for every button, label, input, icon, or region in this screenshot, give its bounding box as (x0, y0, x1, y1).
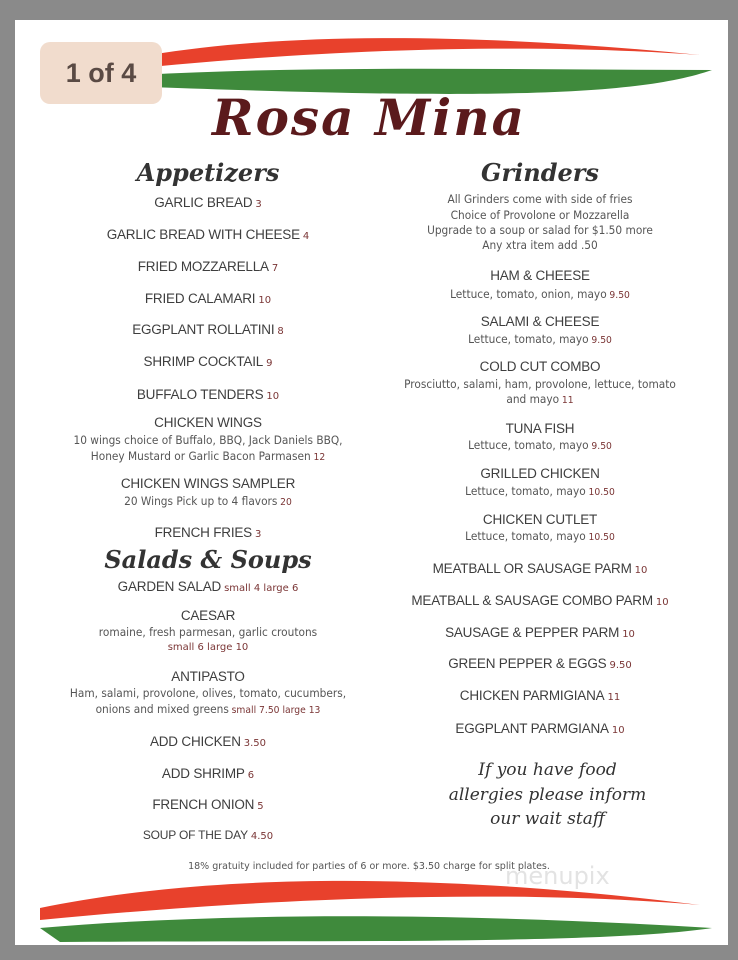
item-price: 10 (655, 597, 669, 608)
item-price: 10 (266, 391, 280, 402)
item-description (42, 449, 373, 463)
item-name: COLD CUT COMBO (479, 359, 601, 374)
item-description-text: Lettuce, tomato, mayo (465, 529, 586, 543)
item-name: EGGPLANT PARMGIANA (455, 721, 609, 736)
item-price: small 7.50 large 13 (231, 705, 321, 716)
item-description-text: Lettuce, tomato, mayo (468, 438, 589, 452)
item-price: 3.50 (243, 738, 267, 749)
item-name: CHICKEN WINGS (154, 415, 262, 430)
menu-item (28, 288, 388, 307)
item-name: FRIED MOZZARELLA (137, 259, 269, 274)
item-price: small 6 large 10 (167, 642, 249, 653)
item-description-text: Lettuce, tomato, mayo (465, 484, 586, 498)
item-price: 3 (254, 529, 262, 540)
item-name: GRILLED CHICKEN (480, 466, 600, 481)
menu-item (28, 319, 388, 338)
item-name: FRENCH ONION (152, 797, 255, 812)
item-name: FRENCH FRIES (154, 525, 252, 540)
item-description (374, 392, 705, 406)
item-price: 11 (607, 692, 621, 703)
grinder-note: Choice of Provolone or Mozzarella (450, 208, 630, 222)
item-price: 3 (255, 199, 262, 210)
item-name: HAM & CHEESE (490, 268, 590, 283)
item-name: SALAMI & CHEESE (480, 314, 600, 329)
item-name: CAESAR (180, 608, 236, 623)
grinder-note: All Grinders come with side of fries (447, 192, 633, 206)
menu-item (28, 763, 388, 782)
item-price: 9.50 (591, 335, 612, 346)
item-description-text: and mayo (506, 392, 560, 406)
item-name: GREEN PEPPER & EGGS (448, 656, 607, 671)
item-description-text: onions and mixed greens (95, 702, 229, 716)
section-heading-appetizers: Appetizers (136, 158, 280, 187)
item-price: 10.50 (588, 532, 615, 543)
item-name: ADD SHRIMP (161, 766, 245, 781)
item-description (374, 529, 705, 543)
item-name: CHICKEN WINGS SAMPLER (120, 476, 296, 491)
allergy-notice: allergies please inform (448, 785, 647, 805)
item-name: GARLIC BREAD (154, 195, 253, 210)
menu-item (28, 576, 388, 595)
item-name: EGGPLANT ROLLATINI (132, 322, 275, 337)
item-description (374, 332, 705, 346)
menu-item (360, 718, 720, 737)
item-description: Ham, salami, provolone, olives, tomato, cucumbers, (69, 686, 347, 700)
item-price: 9 (266, 358, 273, 369)
menu-item (28, 824, 388, 843)
item-description: romaine, fresh parmesan, garlic croutons (98, 625, 318, 639)
item-name: TUNA FISH (505, 421, 575, 436)
item-price: 7 (271, 263, 279, 274)
menu-item (360, 558, 720, 577)
item-name: SAUSAGE & PEPPER PARM (445, 625, 620, 640)
item-name: MEATBALL OR SAUSAGE PARM (432, 561, 632, 576)
section-heading-salads: Salads & Soups (104, 545, 312, 574)
menu-item (28, 731, 388, 750)
item-name: ADD CHICKEN (149, 734, 241, 749)
grinder-note: Any xtra item add .50 (482, 238, 598, 252)
watermark: menupix (505, 862, 610, 890)
left-column (28, 0, 388, 960)
item-name: MEATBALL & SAUSAGE COMBO PARM (411, 593, 653, 608)
allergy-notice: our wait staff (490, 809, 605, 829)
menu-item (28, 351, 388, 370)
menu-item (360, 590, 720, 609)
item-price: 10.50 (588, 487, 615, 498)
item-description-text: Lettuce, tomato, mayo (468, 332, 589, 346)
menu-item (28, 256, 388, 275)
menu-item (28, 224, 388, 243)
right-column (360, 0, 720, 960)
item-description (374, 438, 705, 452)
item-name: ANTIPASTO (171, 669, 245, 684)
item-name: SOUP OF THE DAY (142, 828, 248, 842)
menu-item (360, 685, 720, 704)
item-name: FRIED CALAMARI (144, 291, 256, 306)
item-name: GARLIC BREAD WITH CHEESE (106, 227, 300, 242)
menu-item (28, 794, 388, 813)
item-name: BUFFALO TENDERS (136, 387, 264, 402)
item-price: 9.50 (609, 290, 630, 301)
item-price: 4 (302, 231, 310, 242)
item-name: SHRIMP COCKTAIL (143, 354, 264, 369)
item-name: CHICKEN CUTLET (482, 512, 598, 527)
item-price: 10 (258, 295, 272, 306)
item-name: CHICKEN PARMIGIANA (459, 688, 605, 703)
page-indicator[interactable]: 1 of 4 (40, 42, 162, 104)
item-price: small 4 large 6 (224, 583, 299, 594)
item-price: 10 (622, 629, 635, 640)
item-price: 10 (611, 725, 625, 736)
section-heading-grinders: Grinders (481, 158, 599, 187)
item-price: 11 (561, 395, 574, 406)
menu-item (360, 653, 720, 672)
item-price: 10 (634, 565, 648, 576)
item-price: 5 (257, 801, 264, 812)
restaurant-title: Rosa Mina (212, 88, 526, 147)
item-description (374, 484, 705, 498)
item-description-text: Lettuce, tomato, onion, mayo (450, 287, 607, 301)
item-price: 12 (313, 452, 326, 463)
item-description-text: Honey Mustard or Garlic Bacon Parmasen (90, 449, 311, 463)
item-description (374, 287, 705, 301)
item-price: 6 (247, 770, 255, 781)
menu-item (28, 192, 388, 211)
item-name: GARDEN SALAD (117, 579, 222, 594)
item-price: 9.50 (609, 660, 632, 671)
menu-item (360, 622, 720, 641)
item-price: 9.50 (591, 441, 612, 452)
allergy-notice: If you have food (478, 760, 617, 780)
item-price: 20 (280, 497, 292, 508)
footer-note: 18% gratuity included for parties of 6 or more. $3.50 charge for split plates. (188, 861, 550, 872)
item-description (42, 494, 373, 508)
menu-item (28, 522, 388, 541)
item-description: Prosciutto, salami, ham, provolone, lettuce, tomato (404, 377, 676, 391)
item-description (42, 702, 373, 716)
item-description: 10 wings choice of Buffalo, BBQ, Jack Daniels BBQ, (73, 433, 343, 447)
item-description-text: 20 Wings Pick up to 4 flavors (124, 494, 278, 508)
grinder-note: Upgrade to a soup or salad for $1.50 more (427, 223, 653, 237)
item-price: 4.50 (250, 831, 274, 842)
menu-item (28, 384, 388, 403)
item-price: 8 (277, 326, 284, 337)
